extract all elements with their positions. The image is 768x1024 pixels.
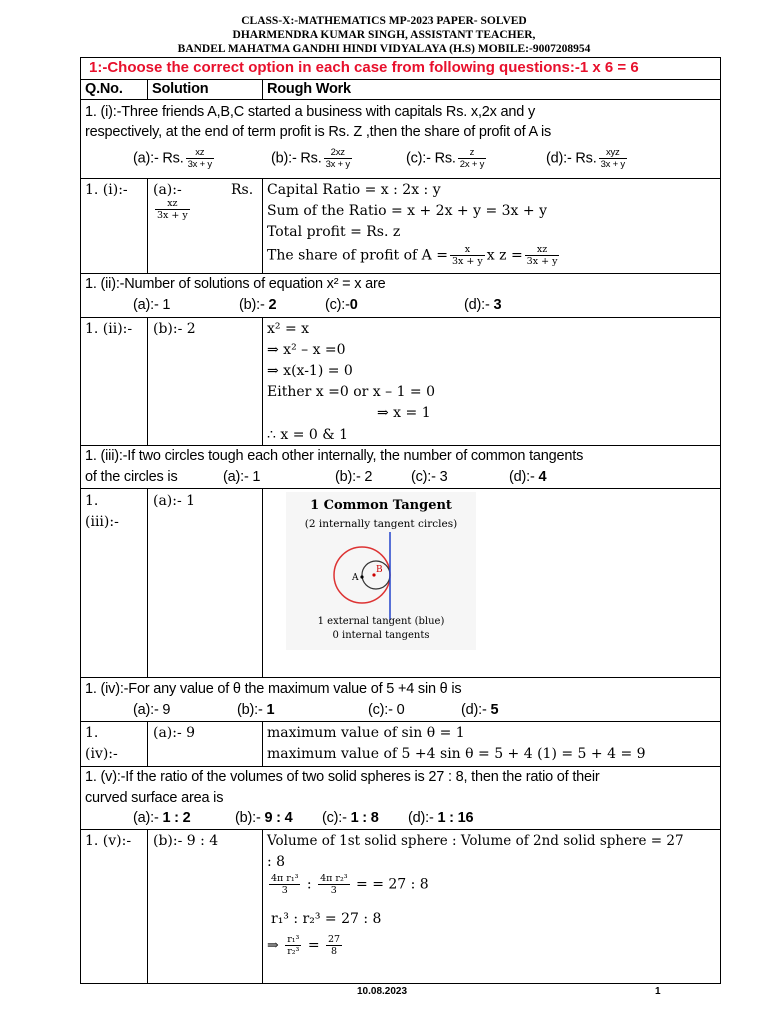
q2-line-1: 1. (ii):-Number of solutions of equation x² = x are xyxy=(85,276,386,292)
q2-rough-1: x² = x xyxy=(267,321,310,337)
q4-qno-1: 1. xyxy=(85,725,99,741)
section-title: 1:-Choose the correct option in each case from following questions:-1 x 6 = 6 xyxy=(89,59,639,76)
center-a-dot xyxy=(360,575,363,578)
footer-page-number: 1 xyxy=(655,986,661,997)
q1-solution-fraction: $\frac{xz}{3x + y}$ xyxy=(157,198,188,221)
q5-line-2: curved surface area is xyxy=(85,790,224,806)
q1-option-a: (a):- Rs. $\frac{xz}{3x + y}$ xyxy=(133,147,212,170)
q2-rough-4: Either x =0 or x – 1 = 0 xyxy=(267,384,436,400)
col-rule xyxy=(262,829,263,984)
q4-option-a: (a):- 9 xyxy=(133,702,171,718)
q2-rough-5: ⇒ x = 1 xyxy=(377,405,431,421)
figure-caption-2: 0 internal tangents xyxy=(332,630,430,641)
col-header-rough-work: Rough Work xyxy=(267,81,351,97)
rule xyxy=(81,766,720,767)
q4-option-c: (c):- 0 xyxy=(368,702,405,718)
q3-option-c: (c):- 3 xyxy=(411,469,448,485)
rule xyxy=(81,445,720,446)
col-rule xyxy=(262,488,263,677)
col-rule xyxy=(147,317,148,445)
q3-option-b: (b):- 2 xyxy=(335,469,373,485)
q3-line-2: of the circles is xyxy=(85,469,178,485)
q3-qno-2: (iii):- xyxy=(85,514,119,530)
q1-qno: 1. (i):- xyxy=(85,182,128,198)
rule xyxy=(81,488,720,489)
q5-rough-4: ⇒ $\frac{\text{r₁³}}{\text{r₂³}}$ = $\frac{27}{8}$ xyxy=(267,934,341,957)
q5-rough-1b: : 8 xyxy=(267,854,286,870)
col-rule xyxy=(147,178,148,273)
q3-qno-1: 1. xyxy=(85,493,99,509)
header-line-3: BANDEL MAHATMA GANDHI HINDI VIDYALAYA (H.S) MOBILE:-9007208954 xyxy=(177,43,591,55)
q2-solution: (b):- 2 xyxy=(153,321,196,337)
rule xyxy=(81,829,720,830)
rule xyxy=(81,99,720,100)
q4-qno-2: (iv):- xyxy=(85,746,118,762)
col-rule xyxy=(262,317,263,445)
q1-line-2: respectively, at the end of term profit is Rs. Z ,then the share of profit of A is xyxy=(85,124,552,140)
col-rule xyxy=(262,178,263,273)
rule xyxy=(81,317,720,318)
rule xyxy=(81,178,720,179)
q4-line-1: 1. (iv):-For any value of θ the maximum value of 5 +4 sin θ is xyxy=(85,681,462,697)
figure-subtitle: (2 internally tangent circles) xyxy=(304,518,458,530)
col-rule xyxy=(147,79,148,99)
col-rule xyxy=(262,79,263,99)
q2-option-b: (b):- 2 xyxy=(239,297,277,313)
q5-rough-3: r₁³ : r₂³ = 27 : 8 xyxy=(271,911,382,927)
q1-rough-4: The share of profit of A = $\frac{x}{3x + y}$ x z = $\frac{xz}{3x + y}$ xyxy=(267,244,558,267)
q3-line-1: 1. (iii):-If two circles tough each other internally, the number of common tangents xyxy=(85,448,584,464)
q1-option-c: (c):- Rs. $\frac{z}{2x + y}$ xyxy=(406,147,485,170)
q1-line-1: 1. (i):-Three friends A,B,C started a business with capitals Rs. x,2x and y xyxy=(85,104,535,120)
q2-option-d: (d):- 3 xyxy=(464,297,502,313)
q1-solution: (a):- xyxy=(153,182,182,198)
footer-date: 10.08.2023 xyxy=(357,986,408,997)
q1-solution-rs: Rs. xyxy=(231,182,254,198)
q4-rough-1: maximum value of sin θ = 1 xyxy=(267,725,465,741)
q2-rough-6: ∴ x = 0 & 1 xyxy=(267,427,349,443)
q1-rough-2: Sum of the Ratio = x + 2x + y = 3x + y xyxy=(267,203,547,219)
q4-solution: (a):- 9 xyxy=(153,725,196,741)
q5-option-c: (c):- 1 : 8 xyxy=(322,810,379,826)
q2-rough-2: ⇒ x² – x =0 xyxy=(267,342,346,358)
q5-rough-2: $\frac{\text{4π r₁³}}{3}$ : $\frac{\text{4π r₂³}}{3}$ = = 27 : 8 xyxy=(271,873,429,896)
q3-solution: (a):- 1 xyxy=(153,493,196,509)
rule xyxy=(81,721,720,722)
col-rule xyxy=(147,721,148,766)
header-line-2: DHARMENDRA KUMAR SINGH, ASSISTANT TEACHER, xyxy=(232,29,536,41)
q1-rough-1: Capital Ratio = x : 2x : y xyxy=(267,182,441,198)
tangent-figure xyxy=(286,492,476,650)
answer-table xyxy=(80,57,721,984)
figure-caption-1: 1 external tangent (blue) xyxy=(317,616,445,627)
q5-option-a: (a):- 1 : 2 xyxy=(133,810,191,826)
q5-qno: 1. (v):- xyxy=(85,833,132,849)
col-rule xyxy=(147,829,148,984)
q5-solution: (b):- 9 : 4 xyxy=(153,833,219,849)
col-header-qno: Q.No. xyxy=(85,81,123,97)
q1-rough-3: Total profit = Rs. z xyxy=(267,224,401,240)
q5-rough-1: Volume of 1st solid sphere : Volume of 2nd solid sphere = 27 xyxy=(267,833,684,849)
col-rule xyxy=(262,721,263,766)
q5-option-b: (b):- 9 : 4 xyxy=(235,810,293,826)
header-line-1: CLASS-X:-MATHEMATICS MP-2023 PAPER- SOLVED xyxy=(241,15,527,27)
col-header-solution: Solution xyxy=(152,81,209,97)
q4-option-b: (b):- 1 xyxy=(237,702,275,718)
q1-option-d: (d):- Rs. $\frac{\text{xyz}}{3x + y}$ xyxy=(546,147,625,170)
q3-option-d: (d):- 4 xyxy=(509,469,547,485)
q1-option-b: (b):- Rs. $\frac{2xz}{3x + y}$ xyxy=(271,147,350,170)
q2-rough-3: ⇒ x(x-1) = 0 xyxy=(267,363,353,379)
q2-option-a: (a):- 1 xyxy=(133,297,171,313)
q2-option-c: (c):-0 xyxy=(325,297,358,313)
rule xyxy=(81,677,720,678)
col-rule xyxy=(147,488,148,677)
rule xyxy=(81,273,720,274)
figure-title: 1 Common Tangent xyxy=(310,498,452,513)
label-b: B xyxy=(376,565,383,575)
q2-qno: 1. (ii):- xyxy=(85,321,133,337)
q4-rough-2: maximum value of 5 +4 sin θ = 5 + 4 (1) = 5 + 4 = 9 xyxy=(267,746,646,762)
q5-line-1: 1. (v):-If the ratio of the volumes of two solid spheres is 27 : 8, then the ratio of their xyxy=(85,769,600,785)
q3-option-a: (a):- 1 xyxy=(223,469,261,485)
q5-option-d: (d):- 1 : 16 xyxy=(408,810,474,826)
label-a: A xyxy=(352,573,359,583)
q4-option-d: (d):- 5 xyxy=(461,702,499,718)
